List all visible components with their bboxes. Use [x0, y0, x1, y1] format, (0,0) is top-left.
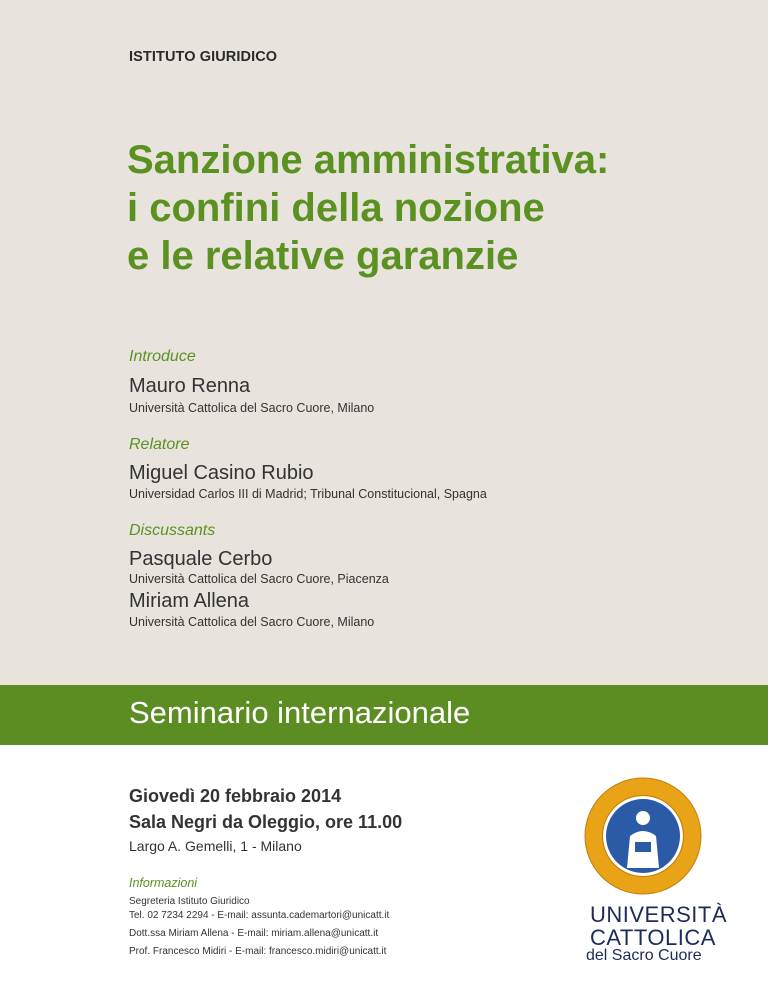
- speaker-name: Pasquale Cerbo: [129, 548, 273, 570]
- speaker-name: Miguel Casino Rubio: [129, 462, 314, 484]
- title-line: i confini della nozione: [127, 186, 545, 230]
- info-heading: Informazioni: [129, 876, 198, 890]
- info-org: Segreteria Istituto Giuridico: [129, 896, 250, 907]
- speaker-affiliation: Università Cattolica del Sacro Cuore, Milano: [129, 401, 375, 415]
- title-line: e le relative garanzie: [127, 234, 519, 278]
- role-introduce: Introduce: [129, 348, 196, 365]
- seminar-band: [0, 685, 768, 745]
- event-date: Giovedì 20 febbraio 2014: [129, 786, 342, 806]
- speaker-affiliation: Universidad Carlos III di Madrid; Tribunal Constitucional, Spagna: [129, 487, 487, 501]
- info-line: Prof. Francesco Midiri - E-mail: francesco.midiri@unicatt.it: [129, 946, 387, 957]
- event-address: Largo A. Gemelli, 1 - Milano: [129, 838, 302, 854]
- institute-label: ISTITUTO GIURIDICO: [129, 49, 278, 65]
- logo-line: del Sacro Cuore: [586, 947, 702, 964]
- speaker-affiliation: Università Cattolica del Sacro Cuore, Piacenza: [129, 572, 389, 586]
- info-line: Dott.ssa Miriam Allena - E-mail: miriam.allena@unicatt.it: [129, 928, 379, 939]
- band-title: Seminario internazionale: [129, 695, 471, 730]
- university-seal-icon: [583, 776, 703, 896]
- role-relatore: Relatore: [129, 436, 190, 453]
- event-place: Sala Negri da Oleggio, ore 11.00: [129, 812, 403, 832]
- speaker-name: Mauro Renna: [129, 375, 251, 397]
- title-line: Sanzione amministrativa:: [127, 138, 610, 182]
- logo-line: UNIVERSITÀ: [590, 902, 728, 927]
- page-title: [127, 136, 747, 280]
- info-line: Tel. 02 7234 2294 - E-mail: assunta.cademartori@unicatt.it: [129, 910, 390, 921]
- role-discussants: Discussants: [129, 522, 216, 539]
- speaker-name: Miriam Allena: [129, 590, 250, 612]
- speaker-affiliation: Università Cattolica del Sacro Cuore, Milano: [129, 615, 375, 629]
- logo-line: CATTOLICA: [590, 925, 716, 950]
